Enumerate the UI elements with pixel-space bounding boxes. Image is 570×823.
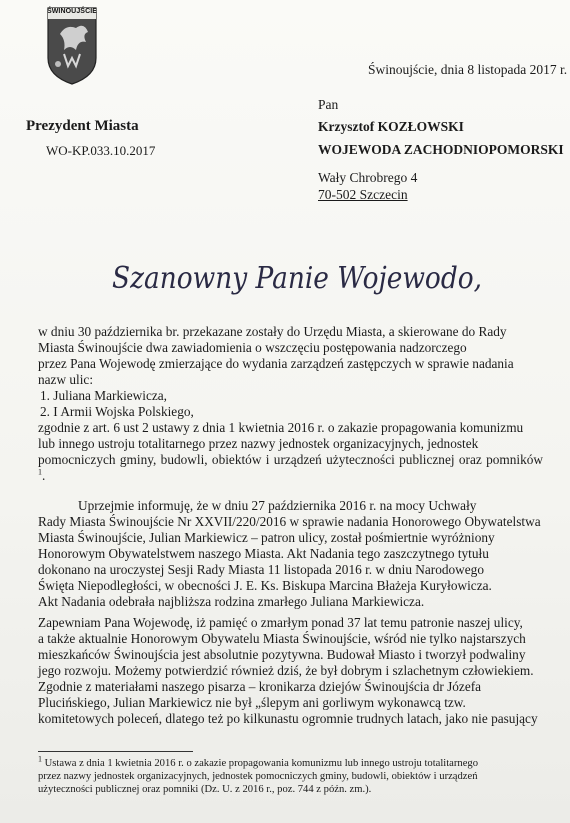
recipient-salutation-word: Pan <box>318 97 339 112</box>
sender-office: Prezydent Miasta <box>26 118 139 134</box>
paragraph-1 <box>38 324 543 484</box>
text-line: Honorowym Obywatelstwem naszego Miasta. Akt Nadania tego zaszczytnego tytułu <box>38 546 489 561</box>
list-item: 1. Juliana Markiewicza, <box>40 388 168 403</box>
text-line: Plucińskiego, Julian Markiewicz nie był „ślepym ani gorliwym wykonawcą tzw. <box>38 695 466 710</box>
text-line: Akt Nadania odebrała najbliższa rodzina zmarłego Juliana Markiewicza. <box>38 594 425 609</box>
text-line: w dniu 30 października br. przekazane zostały do Urzędu Miasta, a skierowane do Rady <box>38 324 507 339</box>
letter-date: Świnoujście, dnia 8 listopada 2017 r. <box>368 62 568 77</box>
text-line: Rady Miasta Świnoujście Nr XXVII/220/2016 w sprawie nadania Honorowego Obywatelstwa <box>38 514 541 529</box>
text-line: jego rozwoju. Możemy potwierdzić również dziś, że był dobrym i szlachetnym człowiekiem. <box>38 663 534 678</box>
recipient-name: Krzysztof KOZŁOWSKI <box>318 119 464 134</box>
text-line: Święta Niepodległości, w obecności J. E. Ks. Biskupa Marcina Błażeja Kuryłowicza. <box>38 578 492 593</box>
handwritten-greeting <box>108 250 488 300</box>
footnote-line: przez nazwy jednostek organizacyjnych, jednostek pomocniczych gminy, budowli, obiektów i urządzeń <box>38 771 478 782</box>
footnote-divider <box>38 751 193 752</box>
footnote <box>38 754 548 796</box>
footnote-line: użyteczności publicznej oraz pomniki (Dz. U. z 2016 r., poz. 744 z późn. zm.). <box>38 784 372 795</box>
text-line: pomocniczych gminy, budowli, obiektów i urządzeń użyteczności publicznej oraz pomników $^1$. <box>38 452 543 483</box>
paragraph-2 <box>38 498 543 610</box>
text-line: komitetowych poleceń, dlatego też po kilkunastu ogromnie trudnych latach, jako nie pasujący <box>38 711 538 726</box>
footnote-mark: 1 <box>38 754 42 764</box>
text-line: Uprzejmie informuję, że w dniu 27 października 2016 r. na mocy Uchwały <box>78 498 477 513</box>
text-line: Miasta Świnoujście dwa zawiadomienia o wszczęciu postępowania nadzorczego <box>38 340 467 355</box>
recipient-postal-city: 70-502 Szczecin <box>318 187 408 202</box>
text-line: Zapewniam Pana Wojewodę, iż pamięć o zmarłym ponad 37 lat temu patronie naszej ulicy, <box>38 615 523 630</box>
text-line: Miasta Świnoujście, Julian Markiewicz – patron ulicy, został pośmiertnie wyróżniony <box>38 530 495 545</box>
crest-label: ŚWINOUJŚCIE <box>46 8 98 15</box>
recipient-street: Wały Chrobrego 4 <box>318 170 418 185</box>
text-line: zgodnie z art. 6 ust 2 ustawy z dnia 1 kwietnia 2016 r. o zakazie propagowania komunizmu <box>38 420 524 435</box>
greeting-text: Szanowny Panie Wojewodo, <box>112 261 482 296</box>
list-item: 2. I Armii Wojska Polskiego, <box>40 404 194 419</box>
text-line: mieszkańców Świnoujścia jest absolutnie pozytywna. Budował Miasto i tworzył podwaliny <box>38 647 526 662</box>
footnote-line <box>38 754 548 770</box>
text-line: dokonano na uroczystej Sesji Rady Miasta 11 listopada 2016 r. w dniu Narodowego <box>38 562 484 577</box>
text-line: nazw ulic: <box>38 372 94 387</box>
recipient-title: WOJEWODA ZACHODNIOPOMORSKI <box>318 142 564 157</box>
text-line: Zgodnie z materiałami naszego pisarza – kronikarza dziejów Świnoujścia dr Józefa <box>38 679 482 694</box>
reference-number: WO-KP.033.10.2017 <box>46 143 156 158</box>
paragraph-3 <box>38 615 543 727</box>
footnote-reference: 1 <box>38 467 42 477</box>
footnote-text: Ustawa z dnia 1 kwietnia 2016 r. o zakazie propagowania komunizmu lub innego ustroju totalitarnego <box>44 758 479 769</box>
text-line: przez Pana Wojewodę zmierzające do wydania zarządzeń zastępczych w sprawie nadania <box>38 356 514 371</box>
city-coat-of-arms <box>46 6 98 86</box>
text-line-content: pomocniczych gminy, budowli, obiektów i urządzeń użyteczności publicznej oraz pomników <box>38 452 543 467</box>
text-line: a także aktualnie Honorowym Obywatelu Miasta Świnoujście, wśród nie tylko najstarszych <box>38 631 526 646</box>
text-line: lub innego ustroju totalitarnego przez nazwy jednostek organizacyjnych, jednostek <box>38 436 479 451</box>
